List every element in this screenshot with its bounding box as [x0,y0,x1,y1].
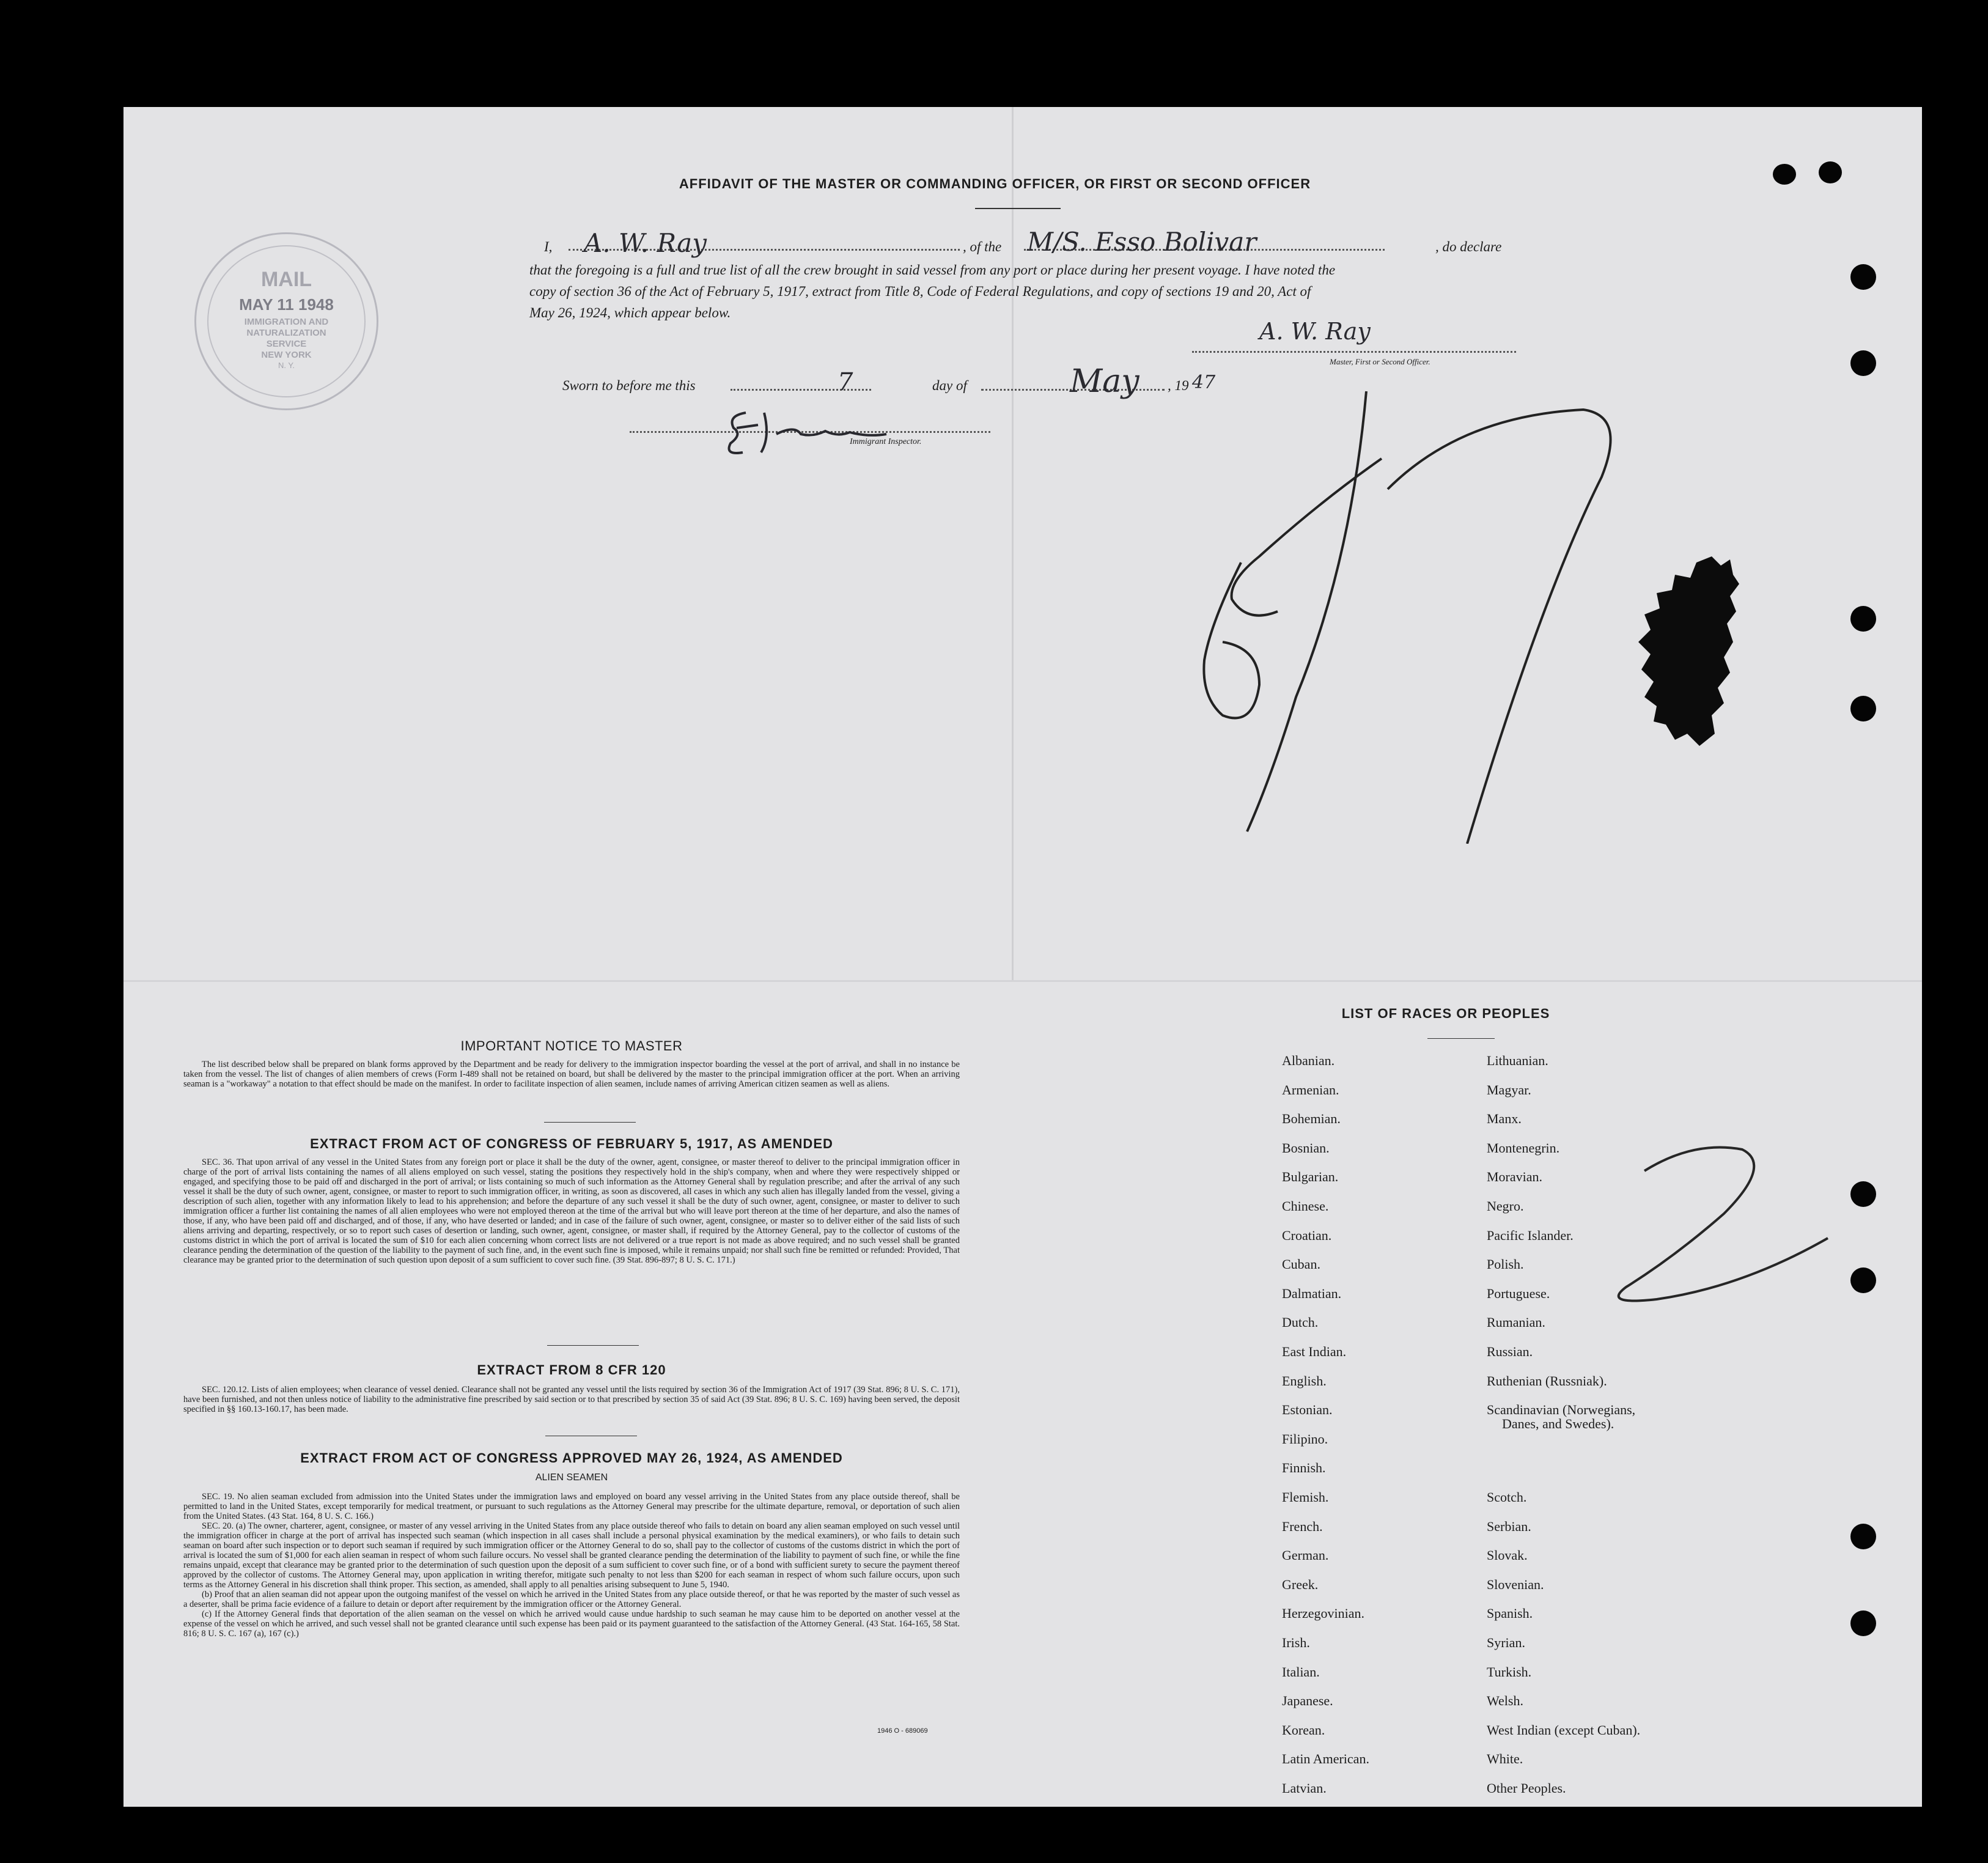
left-race-item: Latvian. [1282,1780,1327,1796]
affidavit-body [529,259,1520,323]
right-race-item: Turkish. [1487,1664,1532,1680]
left-race-item: Korean. [1282,1722,1325,1738]
right-race-item: West Indian (except Cuban). [1487,1722,1641,1738]
sworn-label: Sworn to before me this [562,378,696,393]
left-race-item: Filipino. [1282,1431,1328,1447]
left-race-item: Dutch. [1282,1315,1319,1330]
master-caption: Master, First or Second Officer. [1330,357,1430,366]
left-race-item: Croatian. [1282,1227,1332,1243]
right-race-item: Slovak. [1487,1548,1528,1563]
master-signature-line [1192,351,1516,353]
left-race-item: Albanian. [1282,1053,1335,1068]
inspector-signature [721,400,899,468]
day-of-label: day of [932,378,967,393]
left-race-item: Irish. [1282,1635,1310,1650]
horizontal-fold [123,980,1922,982]
year-prefix: , 19 [1168,378,1189,393]
left-race-item: Latin American. [1282,1751,1369,1767]
right-race-item: Magyar. [1487,1082,1531,1098]
stamp-line7: N. Y. [278,361,295,370]
races-rule [1427,1038,1495,1039]
do-declare-label: , do declare [1435,239,1502,254]
left-race-item: Italian. [1282,1664,1320,1680]
notice-text: The list described below shall be prepared on blank forms approved by the Department and be ready for delivery to the immigration inspector boarding the vessel at the port of arrival, and shall in no instance be taken from the vessel. The list of changes of alien members of crews (Form I-489 shall not be retained on board, but shall be delivered by the master to the principal immigration officer at the port. When an arriving seaman is a "workaway" a notation to that effect should be made on the manifest. In order to facilitate inspection of alien seamen, include names of arriving American citizen seamen as well as aliens. [183,1060,960,1089]
right-race-item: Spanish. [1487,1606,1533,1621]
notice-title: IMPORTANT NOTICE TO MASTER [460,1038,683,1053]
right-race-item: Lithuanian. [1487,1053,1548,1068]
right-race-item: Other Peoples. [1487,1780,1566,1796]
year-handwritten: 47 [1192,372,1216,393]
big-handwritten-number [1186,379,1675,844]
left-race-item: Chinese. [1282,1198,1329,1214]
sec20b-text: (b) Proof that an alien seaman did not appear upon the outgoing manifest of the vessel on which he arrived in the United States from any place outside thereof, or that he was reported by the master of such vessel as a deserter, shall be prima facie evidence of a failure to detain or deport after requirement by the immigration officer or the Attorney General. [183,1590,960,1609]
day-handwritten: 7 [838,368,853,396]
notice-rule [544,1122,636,1123]
right-race-item: Ruthenian (Russniak). [1487,1373,1607,1389]
right-race-item: Moravian. [1487,1169,1543,1185]
right-race-item: Polish. [1487,1256,1524,1272]
right-race-item: Scotch. [1487,1489,1527,1505]
stamp-line4: NATURALIZATION [246,328,326,338]
month-handwritten: May [1070,363,1139,400]
left-race-item: Dalmatian. [1282,1285,1342,1301]
right-race-item: Russian. [1487,1344,1533,1359]
affidavit-title: AFFIDAVIT OF THE MASTER OR COMMANDING OFFICER, OR FIRST OR SECOND OFFICER [679,176,1311,191]
right-race-item: Welsh. [1487,1693,1523,1709]
right-race-item: Rumanian. [1487,1315,1545,1330]
punch-hole [1773,164,1796,185]
extract1917-title: EXTRACT FROM ACT OF CONGRESS OF FEBRUARY 5, 1917, AS AMENDED [310,1136,833,1151]
right-race-item: Syrian. [1487,1635,1525,1650]
right-race-item: White. [1487,1751,1523,1767]
of-the-label: , of the [963,239,1002,254]
right-race-item: Manx. [1487,1111,1522,1127]
right-race-item: Pacific Islander. [1487,1227,1574,1243]
left-race-item: German. [1282,1548,1329,1563]
left-race-item: East Indian. [1282,1344,1347,1359]
mail-stamp [194,232,378,410]
left-race-item: Armenian. [1282,1082,1339,1098]
stamp-line3: IMMIGRATION AND [244,317,329,327]
left-race-item: French. [1282,1518,1323,1534]
right-race-item: Portuguese. [1487,1285,1550,1301]
stamp-mail: MAIL [260,268,312,291]
right-race-item: Negro. [1487,1198,1524,1214]
left-race-item: Estonian. [1282,1402,1333,1418]
races-title: LIST OF RACES OR PEOPLES [1341,1006,1550,1021]
extract1917-rule [547,1345,639,1346]
punch-hole [1850,1181,1876,1207]
left-race-item: Herzegovinian. [1282,1606,1364,1621]
left-race-item: Japanese. [1282,1693,1333,1709]
left-race-item: Bohemian. [1282,1111,1341,1127]
sec19-text: SEC. 19. No alien seaman excluded from admission into the United States under the immigration laws and employed on board any vessel arriving in the United States from any place outside thereof, shall be permitted to land in the United States, except temporarily for medical treatment, or pursuant to such regulations as the Attorney General may prescribe for the ultimate departure, removal, or deportation of such alien from the United States. (43 Stat. 164, 8 U. S. C. 166.) [183,1492,960,1521]
extract1924-title: EXTRACT FROM ACT OF CONGRESS APPROVED MAY 26, 1924, AS AMENDED [300,1450,843,1466]
punch-hole [1850,696,1876,721]
punch-hole [1850,264,1876,290]
i-label: I, [544,239,553,254]
punch-hole [1819,161,1842,183]
left-race-item: Bulgarian. [1282,1169,1339,1185]
right-race-item: Scandinavian (Norwegians, [1487,1402,1636,1418]
left-race-item: Bosnian. [1282,1140,1330,1156]
stamp-line5: SERVICE [266,339,307,349]
left-race-item: Greek. [1282,1576,1319,1592]
left-race-item: English. [1282,1373,1327,1389]
handwritten-2 [1583,1128,1840,1324]
extract1924-subtitle: ALIEN SEAMEN [535,1472,608,1483]
master-signature: A. W. Ray [1259,318,1371,345]
body-line1: that the foregoing is a full and true list of all the crew brought in said vessel from any port or place during her present voyage. I have noted the [529,262,1336,278]
print-code: 1946 O - 689069 [877,1727,928,1735]
extractcfr-text: SEC. 120.12. Lists of alien employees; when clearance of vessel denied. Clearance shall not be granted any vessel until the lists required by section 36 of the Immigration Act of 1917 (39 Stat. 896; 8 U. S. C. 171), have been furnished, and not then unless notice of liability to the administrative fine prescribed by said section or to that prescribed by section 35 of said Act (39 Stat. 896; 8 U. S. C. 169) having been served, the deposit specified in §§ 160.13-160.17, has been made. [183,1385,960,1414]
stamp-date: MAY 11 1948 [239,295,334,314]
right-race-item: Danes, and Swedes). [1502,1416,1614,1432]
extract1924-body [183,1492,960,1639]
inspector-caption: Immigrant Inspector. [850,437,922,446]
vessel-handwritten: M/S. Esso Bolivar [1027,227,1257,257]
stamp-line6: NEW YORK [261,350,312,360]
name-handwritten: A. W. Ray [584,228,707,258]
punch-hole [1850,1610,1876,1636]
sec20a-text: SEC. 20. (a) The owner, charterer, agent, consignee, or master of any vessel arriving in the United States from any place outside thereof who fails to detain on board any alien seaman employed on such vessel until the immigration officer in charge at the port of arrival has inspected such seaman (which inspection in all cases shall include a personal physical examination by the medical examiners), or who fails to detain such seaman on board after such inspection or to deport such seaman if required by such immigration officer or the Attorney General to do so, shall pay to the collector of customs of the customs district in which the port of arrival is located the sum of $1,000 for each alien seaman in respect of whom such failure occurs. No vessel shall be granted clearance pending the determination of the liability to payment of such fine, or while the fine remains unpaid, except that clearance may be granted prior to the determination of such question upon the deposit of a sum sufficient to cover such fine, or of a bond with sufficient surety to secure the payment thereof approved by the collector of customs. The Attorney General may, upon application in writing therefor, mitigate such penalty to not less than $200 for each seaman in respect of whom such failure occurs, upon such terms as the Attorney General in his discretion shall think proper. This section, as amended, shall apply to all penalties arising subsequent to June 5, 1940. [183,1521,960,1590]
extractcfr-title: EXTRACT FROM 8 CFR 120 [477,1362,666,1378]
ink-seal [1638,550,1742,752]
extract1917-text: SEC. 36. That upon arrival of any vessel in the United States from any foreign port or place it shall be the duty of the owner, agent, consignee, or master thereof to deliver to the principal immigration officer in charge of the port of arrival lists containing the names of all aliens employed on such vessel, stating the positions they respectively hold in the ship's company, when and where they were respectively shipped or engaged, and specifying those to be paid off and discharged in the port of arrival; or lists containing so much of such information as the Attorney General shall by regulation prescribe; and after the arrival of any such vessel it shall be the duty of such owner, agent, consignee, or master to report to such immigration officer, in writing, as soon as discovered, all cases in which any such alien has illegally landed from the vessel, giving a description of such alien, together with any information likely to lead to his apprehension; and before the departure of any such vessel it shall be the duty of such owner, agent, consignee, or master to deliver to such immigration officer a further list containing the names of all alien employees who were not employed thereon at the time of the arrival but who will leave port thereon at the time of her departure, and also the names of those, if any, who have been paid off and discharged, and of those, if any, who have deserted or landed; and in case of the failure of such owner, agent, consignee, or master so to deliver either of the said lists of such aliens arriving and departing, respectively, or so to report such cases of desertion or landing, such owner, agent, consignee, or master shall, if required by the Attorney General, pay to the collector of customs of the customs district in which the port of arrival is located the sum of $10 for each alien concerning whom correct lists are not delivered or a true report is not made as above required; and no such vessel shall be granted clearance pending the determination of the question of the liability to the payment of such fine, and, in the event such fine is imposed, while it remains unpaid; nor shall such fine be remitted or refunded: Provided, That clearance may be granted prior to the determination of such question upon deposit of a sum sufficient to cover such fine. (39 Stat. 896-897; 8 U. S. C. 171.) [183,1157,960,1265]
title-rule [975,208,1061,209]
punch-hole [1850,1267,1876,1293]
body-line2: copy of section 36 of the Act of February 5, 1917, extract from Title 8, Code of Federal Regulations, and copy of sections 19 and 20, Act of [529,284,1311,299]
left-race-item: Cuban. [1282,1256,1320,1272]
right-race-item: Serbian. [1487,1518,1531,1534]
punch-hole [1850,1524,1876,1549]
sec20c-text: (c) If the Attorney General finds that deportation of the alien seaman on the vessel on which he arrived would cause undue hardship to such seaman he may cause him to be deported on another vessel at the expense of the vessel on which he arrived, and such vessel shall not be granted clearance until such expense has been paid or its payment guaranteed to the satisfaction of the Attorney General. (43 Stat. 164-165, 58 Stat. 816; 8 U. S. C. 167 (a), 167 (c).) [183,1609,960,1639]
right-race-item: Montenegrin. [1487,1140,1560,1156]
left-race-item: Finnish. [1282,1460,1326,1476]
punch-hole [1850,606,1876,632]
left-race-item: Flemish. [1282,1489,1329,1505]
right-race-item: Slovenian. [1487,1576,1544,1592]
punch-hole [1850,350,1876,376]
body-line3: May 26, 1924, which appear below. [529,305,731,320]
